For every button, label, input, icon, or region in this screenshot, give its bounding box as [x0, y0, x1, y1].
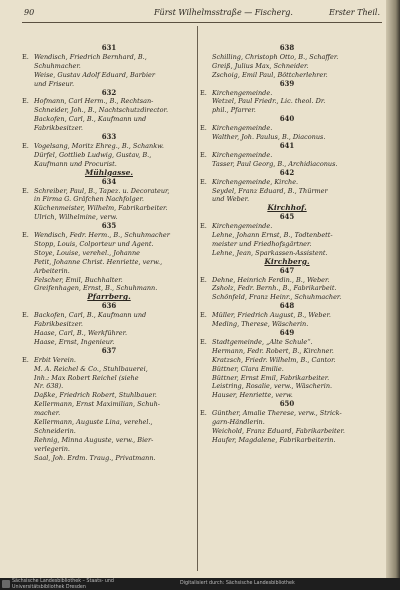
- part-label: Erster Theil.: [329, 8, 380, 17]
- entry-text: Hermann, Fedr. Robert, B., Kirchner.: [212, 346, 334, 355]
- entry-marker: [22, 418, 34, 427]
- resident-entry: [200, 187, 374, 196]
- street-heading: Mühlgasse.: [85, 167, 133, 177]
- house-number: 649: [279, 328, 295, 337]
- house-number: 633: [101, 132, 117, 142]
- resident-entry: [22, 356, 196, 365]
- house-number: 631: [101, 43, 117, 52]
- entry-text: Kirchengemeinde, Kirche.: [212, 177, 299, 186]
- entry-marker: [22, 106, 34, 115]
- resident-entry: [22, 240, 196, 249]
- street-heading: Pfarrberg.: [87, 292, 131, 302]
- entry-marker: E.: [200, 311, 207, 320]
- entry-marker: [200, 374, 212, 383]
- resident-entry: [22, 400, 196, 409]
- entry-text: Dehne, Heinrich Ferdin., B., Weber.: [212, 275, 330, 284]
- resident-entry: [22, 374, 196, 383]
- resident-entry: [200, 338, 374, 347]
- house-number: 638: [279, 43, 295, 52]
- resident-entry: [22, 391, 196, 400]
- resident-entry: [200, 418, 374, 427]
- entry-text: in Firma G. Gräfchen Nachfolger.: [34, 195, 144, 204]
- entry-text: Fabrikbesitzer.: [34, 124, 83, 133]
- entry-text: Erbit Verein.: [34, 355, 76, 364]
- entry-marker: [200, 62, 212, 71]
- entry-marker: E.: [200, 88, 207, 97]
- entry-marker: E.: [200, 337, 207, 346]
- entry-text: Vogelsang, Moritz Ehreg., B., Schankw.: [34, 141, 165, 150]
- resident-entry: [22, 106, 196, 115]
- book-binding: [386, 0, 400, 578]
- resident-entry: [22, 258, 196, 267]
- entry-text: Leistring, Rosalie, verw., Wäscherin.: [212, 382, 333, 391]
- entry-text: Lehne, Jean, Sparkassen-Assistent.: [212, 248, 328, 257]
- house-number: 645: [279, 212, 295, 222]
- entry-text: Weise, Gustav Adolf Eduard, Barbier: [34, 70, 155, 79]
- entry-marker: [22, 276, 34, 285]
- entry-marker: [200, 391, 212, 400]
- entry-text: Zsholz, Fedr. Bernh., B., Fabrikarbeit.: [212, 284, 337, 293]
- resident-entry: [200, 53, 374, 62]
- resident-entry: [22, 382, 196, 391]
- entry-marker: [22, 71, 34, 80]
- entry-marker: [22, 454, 34, 463]
- entry-text: Meding, Therese, Wäscherin.: [212, 320, 309, 329]
- entry-text: macher.: [34, 409, 61, 418]
- entry-marker: E.: [200, 150, 207, 159]
- page-number: 90: [24, 8, 35, 17]
- entry-text: Zschoig, Emil Paul, Böttcherlehrer.: [212, 70, 328, 79]
- entry-text: Kirchengemeinde.: [212, 222, 273, 231]
- entry-text: und Weber.: [212, 195, 250, 204]
- entry-text: Wendisch, Fedr. Herm., B., Schuhmacher: [34, 231, 170, 240]
- entry-marker: [22, 427, 34, 436]
- entry-marker: [22, 62, 34, 71]
- entry-text: verlegerin.: [34, 444, 70, 453]
- entry-text: Arbeiterin.: [34, 266, 70, 275]
- house-number: 635: [101, 221, 117, 231]
- entry-text: Büttner, Clara Emilie.: [212, 364, 284, 373]
- resident-entry: [22, 409, 196, 418]
- entry-text: Schreiber, Paul, B., Tapez. u. Decorateur,: [34, 186, 170, 195]
- entry-marker: [22, 195, 34, 204]
- entry-text: Haufer, Magdalene, Fabrikarbeiterin.: [212, 435, 336, 444]
- entry-marker: [22, 160, 34, 169]
- entry-marker: [22, 436, 34, 445]
- entry-marker: [200, 97, 212, 106]
- entry-marker: [22, 284, 34, 293]
- entry-marker: [200, 71, 212, 80]
- entry-marker: [200, 284, 212, 293]
- entry-marker: [200, 240, 212, 249]
- entry-marker: [22, 409, 34, 418]
- entry-marker: E.: [22, 186, 29, 195]
- street-heading: Kirchberg.: [264, 256, 310, 266]
- resident-entry: [22, 276, 196, 285]
- entry-marker: [200, 427, 212, 436]
- entry-text: Saal, Joh. Erdm. Traug., Privatmann.: [34, 453, 156, 462]
- entry-text: Inh.: Max Robert Reichel (siehe: [34, 373, 139, 382]
- entry-marker: [22, 320, 34, 329]
- entry-text: Seydel, Franz Eduard, B., Thürmer: [212, 186, 328, 195]
- resident-entry: [22, 267, 196, 276]
- resident-entry: [200, 62, 374, 71]
- entry-marker: [200, 195, 212, 204]
- entry-text: Schönfeld, Franz Heinr., Schuhmacher.: [212, 293, 342, 302]
- entry-text: Schilling, Christoph Otto, B., Schaffer.: [212, 52, 339, 61]
- resident-entry: [22, 71, 196, 80]
- entry-text: Büttner, Ernst Emil, Fabrikarbeiter.: [212, 373, 330, 382]
- entry-text: Hauser, Henriette, verw.: [212, 391, 293, 400]
- resident-entry: [22, 249, 196, 258]
- entry-marker: [22, 249, 34, 258]
- resident-entry: [200, 222, 374, 231]
- entry-text: Kellermann, Ernst Maximilian, Schuh-: [34, 400, 160, 409]
- resident-entry: [200, 284, 374, 293]
- entry-marker: [22, 338, 34, 347]
- entry-text: Haase, Carl, B., Werkführer.: [34, 329, 128, 337]
- resident-entry: [22, 115, 196, 124]
- entry-marker: [22, 115, 34, 124]
- page-header: [24, 8, 380, 22]
- entry-text: Backofen, Carl, B., Kaufmann und: [34, 115, 147, 124]
- resident-entry: [22, 418, 196, 427]
- house-number: 647: [279, 265, 295, 275]
- entry-text: Günther, Amalie Therese, verw., Strick-: [212, 409, 342, 418]
- entry-text: Greiß, Julius Max, Schneider.: [212, 61, 309, 70]
- resident-entry: [200, 89, 374, 98]
- entry-text: Backofen, Carl, B., Kaufmann und: [34, 311, 147, 320]
- entry-marker: [200, 382, 212, 391]
- house-number: 639: [279, 78, 295, 88]
- house-number: 648: [279, 301, 295, 311]
- entry-text: Haase, Ernst, Ingenieur.: [34, 337, 115, 346]
- entry-text: Schuhmacher.: [34, 61, 81, 70]
- house-number: 637: [101, 345, 117, 355]
- entry-text: Rehnig, Minna Auguste, verw., Bier-: [34, 435, 154, 444]
- entry-text: Schneiderin.: [34, 426, 76, 435]
- entry-marker: [22, 240, 34, 249]
- entry-text: Tasser, Paul Georg, B., Archidiaconus.: [212, 159, 338, 168]
- entry-marker: [200, 365, 212, 374]
- entry-marker: [22, 267, 34, 276]
- resident-entry: [200, 240, 374, 249]
- entry-marker: [200, 356, 212, 365]
- house-number: 636: [101, 301, 117, 311]
- library-logo-icon: [2, 580, 10, 588]
- resident-entry: [22, 454, 196, 463]
- resident-entry: [200, 382, 374, 391]
- entry-text: Petit, Johanne Christ. Henriette, verw.,: [34, 257, 163, 266]
- resident-entry: [22, 151, 196, 160]
- resident-entry: [200, 231, 374, 240]
- entry-marker: [22, 374, 34, 383]
- entry-text: garn-Händlerin.: [212, 418, 265, 427]
- header-rule: [22, 22, 382, 23]
- house-number: 642: [279, 167, 295, 177]
- resident-entry: [22, 311, 196, 320]
- entry-marker: [200, 249, 212, 258]
- house-number: 640: [279, 114, 295, 124]
- entry-text: Kirchengemeinde.: [212, 124, 273, 133]
- house-number: 641: [279, 140, 295, 150]
- entry-marker: E.: [200, 124, 207, 133]
- entry-text: Daßke, Friedrich Robert, Stuhlbauer.: [34, 391, 157, 400]
- entry-marker: [22, 365, 34, 374]
- entry-marker: [22, 391, 34, 400]
- resident-entry: [22, 62, 196, 71]
- left-column: [22, 44, 196, 463]
- entry-marker: E.: [22, 97, 29, 106]
- entry-text: Fabrikbesitzer.: [34, 320, 83, 329]
- entry-text: Lehne, Johann Ernst, B., Todtenbett-: [212, 231, 333, 240]
- entry-marker: E.: [200, 222, 207, 231]
- entry-text: Walther, Joh. Paulus, B., Diaconus.: [212, 133, 326, 142]
- entry-marker: [22, 258, 34, 267]
- resident-entry: [200, 409, 374, 418]
- entry-marker: [22, 400, 34, 409]
- entry-text: Kellermann, Auguste Lina, verehel.,: [34, 418, 153, 427]
- entry-marker: [200, 436, 212, 445]
- entry-marker: E.: [22, 231, 29, 240]
- entry-marker: E.: [200, 177, 207, 186]
- entry-text: M. A. Reichel & Co., Stuhlbauerei,: [34, 364, 148, 373]
- entry-text: Kaufmann und Procurist.: [34, 159, 117, 168]
- entry-marker: [22, 151, 34, 160]
- resident-entry: [22, 320, 196, 329]
- resident-entry: [22, 195, 196, 204]
- entry-marker: [22, 382, 34, 391]
- resident-entry: [22, 445, 196, 454]
- entry-text: Weichold, Franz Eduard, Fabrikarbeiter.: [212, 426, 345, 435]
- resident-entry: [200, 311, 374, 320]
- column-divider: [197, 26, 198, 571]
- resident-entry: [22, 53, 196, 62]
- entry-text: Wetzel, Paul Friedr., Lic. theol. Dr.: [212, 97, 326, 106]
- entry-marker: [22, 80, 34, 89]
- entry-text: Ulrich, Wilhelmine, verw.: [34, 213, 118, 222]
- entry-marker: [200, 231, 212, 240]
- entry-marker: E.: [200, 275, 207, 284]
- entry-text: Küchenmeister, Wilhelm, Fabrikarbeiter.: [34, 204, 168, 213]
- resident-entry: [22, 142, 196, 151]
- entry-text: Müller, Friedrich August, B., Weber.: [212, 311, 331, 320]
- entry-marker: [200, 53, 212, 62]
- entry-marker: [200, 187, 212, 196]
- entry-marker: E.: [22, 52, 29, 61]
- entry-text: Nr. 638).: [34, 382, 64, 391]
- entry-text: phil., Pfarrer.: [212, 106, 256, 115]
- entry-marker: E.: [22, 311, 29, 320]
- resident-entry: [200, 151, 374, 160]
- resident-entry: [200, 347, 374, 356]
- resident-entry: [200, 276, 374, 285]
- entry-marker: E.: [22, 355, 29, 364]
- resident-entry: [22, 187, 196, 196]
- entry-text: Stoye, Louise, verehel., Johanne: [34, 248, 141, 257]
- entry-text: und Friseur.: [34, 79, 75, 88]
- entry-marker: [22, 445, 34, 454]
- entry-text: Hofmann, Carl Herm., B., Rechtsan-: [34, 97, 154, 106]
- entry-marker: [200, 106, 212, 115]
- entry-marker: [22, 213, 34, 222]
- entry-marker: [22, 124, 34, 133]
- entry-marker: [200, 347, 212, 356]
- resident-entry: [22, 231, 196, 240]
- footer-bar: [0, 578, 400, 590]
- entry-text: Kirchengemeinde.: [212, 150, 273, 159]
- entry-marker: [200, 418, 212, 427]
- resident-entry: [200, 374, 374, 383]
- running-title: Fürst Wilhelmsstraße — Fischerg.: [154, 8, 293, 17]
- resident-entry: [200, 356, 374, 365]
- right-column: [200, 44, 374, 445]
- entry-text: Kratzsch, Friedr. Wilhelm, B., Cantor.: [212, 355, 336, 364]
- entry-text: Schneider, Joh., B., Nachtschutzdirector.: [34, 106, 169, 115]
- resident-entry: [22, 204, 196, 213]
- entry-marker: [22, 329, 34, 338]
- resident-entry: [200, 178, 374, 187]
- footer-library: Sächsische Landesbibliothek – Staats- und Universitätsbibliothek Dresden: [12, 579, 114, 590]
- entry-text: meister und Friedhofsgärtner.: [212, 239, 312, 248]
- footer-digitized: Digitalisiert durch: Sächsische Landesbibliothek: [180, 581, 295, 586]
- resident-entry: [200, 436, 374, 445]
- entry-text: Stopp, Louis, Colporteur und Agent.: [34, 239, 154, 248]
- resident-entry: [22, 365, 196, 374]
- house-number: 632: [101, 87, 117, 97]
- entry-marker: [200, 160, 212, 169]
- resident-entry: [200, 365, 374, 374]
- resident-entry: [22, 436, 196, 445]
- entry-marker: [200, 293, 212, 302]
- resident-entry: [200, 427, 374, 436]
- entry-text: Greifenhagen, Ernst, B., Schuhmann.: [34, 284, 158, 293]
- resident-entry: [22, 97, 196, 106]
- resident-entry: [22, 329, 196, 338]
- entry-marker: E.: [200, 409, 207, 418]
- resident-entry: [200, 97, 374, 106]
- entry-text: Dürfel, Gottlieb Ludwig, Gustav, B.,: [34, 150, 152, 159]
- house-number: 634: [101, 176, 117, 186]
- resident-entry: [200, 124, 374, 133]
- entry-marker: [200, 320, 212, 329]
- entry-text: Felscher, Emil, Buchhalter.: [34, 275, 123, 284]
- entry-marker: [22, 204, 34, 213]
- entry-marker: E.: [22, 141, 29, 150]
- entry-text: Stadtgemeinde, „Alte Schule“.: [212, 337, 313, 346]
- entry-text: Wendisch, Friedrich Bernhard, B.,: [34, 52, 147, 61]
- house-number: 650: [279, 399, 295, 409]
- resident-entry: [22, 427, 196, 436]
- entry-marker: [200, 133, 212, 142]
- street-heading: Kirchhof.: [267, 203, 307, 213]
- entry-text: Kirchengemeinde.: [212, 88, 273, 97]
